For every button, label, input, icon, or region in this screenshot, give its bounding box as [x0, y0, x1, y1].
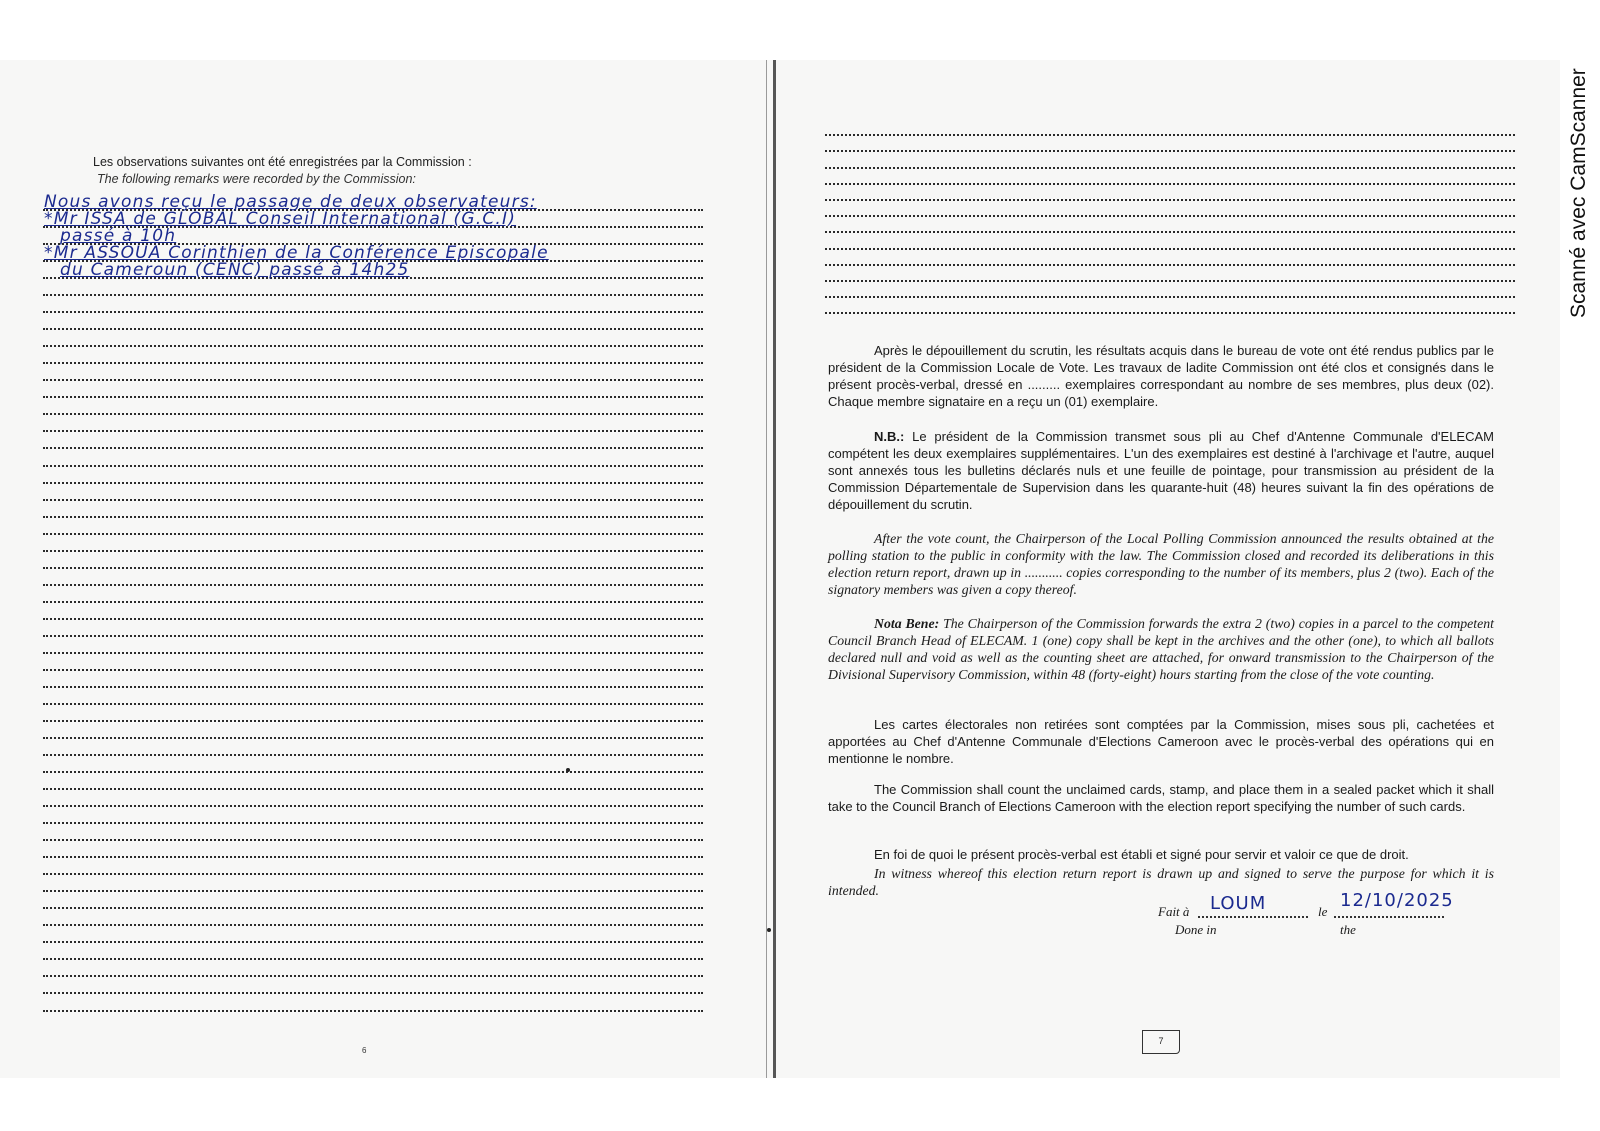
dotted-line	[43, 603, 703, 620]
scan-speck	[767, 928, 771, 932]
closing-text-fr: En foi de quoi le présent procès-verbal est établi et signé pour servir et valoir ce que de droit.	[874, 847, 1409, 862]
dotted-line	[825, 201, 1515, 217]
observations-heading	[93, 154, 713, 188]
dotted-line	[43, 569, 703, 586]
cards-paragraph-en	[828, 781, 1494, 815]
page-number-left: 6	[362, 1046, 367, 1055]
results-text-en: After the vote count, the Chairperson of the Local Polling Commission announced the results obtained at the polling station to the public in conformity with the law. The Commission closed and recorded its deliberations in this election return report, drawn up in ........... copies corresponding to the number of its members, plus 2 (two). Each of the signatory members was given a copy thereof.	[828, 531, 1494, 597]
dotted-line	[43, 381, 703, 398]
dotted-line	[43, 313, 703, 330]
dotted-line	[825, 169, 1515, 185]
dotted-line	[825, 152, 1515, 168]
results-text-fr: Après le dépouillement du scrutin, les résultats acquis dans le bureau de vote ont été rendus publics par le président de la Commission Locale de Vote. Les travaux de ladite Commission ont été clos et consignés dans le présent procès-verbal, dressé en ......... exemplaires correspondant au nombre de ses membres, plus deux (02). Chaque membre signataire en a reçu un (01) exemplaire.	[828, 343, 1494, 409]
dotted-line	[825, 217, 1515, 233]
date-value: 12/10/2025	[1340, 890, 1454, 911]
handwritten-line: *Mr ISSA de GLOBAL Conseil International (G.C.I)	[44, 209, 517, 229]
dotted-line	[43, 994, 703, 1011]
date-label-en: the	[1340, 922, 1356, 937]
done-at-label-fr: Fait à	[1158, 904, 1190, 919]
handwritten-line: du Cameroun (CENC) passé à 14h25	[60, 260, 410, 280]
dotted-line	[43, 773, 703, 790]
dotted-line	[43, 790, 703, 807]
dotted-line	[43, 296, 703, 313]
cards-text-en: The Commission shall count the unclaimed cards, stamp, and place them in a sealed packet which it shall take to the Council Branch of Elections Cameroon with the election report specifying the number of such cards.	[828, 782, 1494, 814]
dotted-line	[43, 330, 703, 347]
date-label-fr: le	[1318, 904, 1328, 919]
right-blank-lines	[825, 120, 1515, 314]
page-fold	[773, 60, 776, 1078]
scan-speck	[566, 768, 570, 772]
dotted-line	[825, 120, 1515, 136]
dotted-line	[43, 449, 703, 466]
results-paragraph-fr	[828, 342, 1494, 410]
heading-fr: Les observations suivantes ont été enregistrées par la Commission :	[93, 155, 472, 169]
dotted-line	[825, 233, 1515, 249]
dotted-line	[825, 136, 1515, 152]
handwritten-line: Nous avons reçu le passage de deux observateurs:	[44, 192, 537, 212]
dotted-line	[43, 398, 703, 415]
dotted-line	[43, 977, 703, 994]
place-value: LOUM	[1210, 893, 1267, 914]
heading-en: The following remarks were recorded by the Commission:	[97, 172, 416, 186]
dotted-line	[43, 415, 703, 432]
observation-lines	[43, 194, 703, 1012]
dotted-line	[43, 432, 703, 449]
dotted-line	[43, 739, 703, 756]
dotted-line	[43, 909, 703, 926]
dotted-line	[825, 266, 1515, 282]
dotted-line	[43, 484, 703, 501]
dotted-line	[43, 364, 703, 381]
dotted-line	[43, 347, 703, 364]
nb-paragraph	[828, 428, 1494, 513]
dotted-line	[825, 298, 1515, 314]
results-paragraph-en	[828, 530, 1494, 598]
dotted-line	[43, 688, 703, 705]
place-dots	[1198, 916, 1308, 918]
closing-text-en: In witness whereof this election return report is drawn up and signed to serve the purpose for which it is intended.	[828, 866, 1494, 898]
cards-paragraph-fr	[828, 716, 1494, 767]
handwritten-line: *Mr ASSOUA Corinthien de la Conférence Episcopale	[44, 243, 549, 263]
date-dots	[1334, 916, 1444, 918]
dotted-line	[43, 858, 703, 875]
dotted-line	[43, 807, 703, 824]
dotted-line	[43, 279, 703, 296]
dotted-line	[43, 535, 703, 552]
dotted-line	[825, 250, 1515, 266]
dotted-line	[43, 926, 703, 943]
dotted-line	[43, 586, 703, 603]
dotted-line	[825, 282, 1515, 298]
dotted-line	[43, 722, 703, 739]
done-at-label-en: Done in	[1175, 922, 1217, 937]
dotted-line	[43, 654, 703, 671]
page-number-right: 7	[1142, 1030, 1180, 1054]
page-fold-shadow	[766, 60, 767, 1078]
dotted-line	[43, 671, 703, 688]
nb-text: Le président de la Commission transmet sous pli au Chef d'Antenne Communale d'ELECAM compétent les deux exemplaires supplémentaires. L'un des exemplaires est destiné à l'archivage et l'autre, auquel sont annexés tous les bulletins déclarés nuls et une feuille de pointage, pour transmission au président de la Commission Départementale de Supervision dans les quarante-huit (48) heures suivant la fin des opérations de dépouillement du scrutin.	[828, 429, 1494, 512]
dotted-line	[43, 467, 703, 484]
nota-bene-paragraph	[828, 615, 1494, 683]
nota-bene-text: The Chairperson of the Commission forwards the extra 2 (two) copies in a parcel to the competent Council Branch Head of ELECAM. 1 (one) copy shall be kept in the archives and the other (one), to which all ballots declared null and void as well as the counting sheet are attached, for onward transmission to the Chairperson of the Divisional Supervisory Commission, within 48 (forty-eight) hours starting from the close of the vote counting.	[828, 616, 1494, 682]
dotted-line	[43, 637, 703, 654]
dotted-line	[43, 875, 703, 892]
dotted-line	[43, 943, 703, 960]
dotted-line	[43, 705, 703, 722]
camscanner-watermark	[1563, 30, 1593, 320]
nb-label: N.B.:	[874, 429, 905, 444]
dotted-line	[43, 960, 703, 977]
dotted-line	[43, 620, 703, 637]
dotted-line	[825, 185, 1515, 201]
dotted-line	[43, 824, 703, 841]
dotted-line	[43, 756, 703, 773]
cards-text-fr: Les cartes électorales non retirées sont comptées par la Commission, mises sous pli, cachetées et apportées au Chef d'Antenne Communale d'Elections Cameroon avec le procès-verbal des opérations qui en mentionne le nombre.	[828, 717, 1494, 766]
nota-bene-label: Nota Bene:	[874, 616, 940, 631]
dotted-line	[43, 552, 703, 569]
closing-fr	[828, 846, 1494, 863]
dotted-line	[43, 501, 703, 518]
handwritten-line: passé à 10h	[60, 226, 177, 246]
dotted-line	[43, 892, 703, 909]
dotted-line	[43, 841, 703, 858]
watermark-text: Scanné avec CamScanner	[1567, 68, 1590, 318]
dotted-line	[43, 518, 703, 535]
